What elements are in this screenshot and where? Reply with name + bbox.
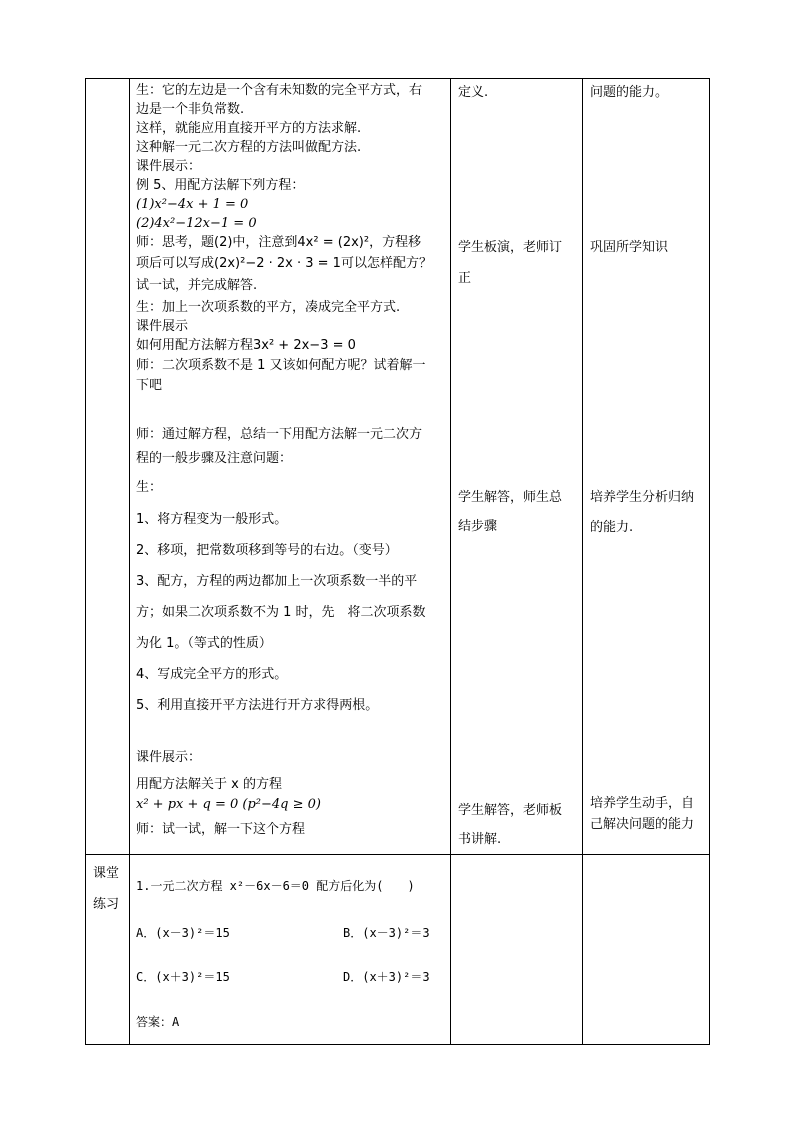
content-line: 用配方法解关于 x 的方程 bbox=[136, 777, 282, 792]
content-line: 课件展示： bbox=[136, 159, 202, 174]
content-line: 下吧 bbox=[136, 378, 163, 393]
student-activity: 正 bbox=[458, 271, 472, 286]
content-line: 师：思考，题(2)中，注意到4x² = (2x)²，方程移 bbox=[136, 235, 422, 250]
section-label: 课堂 bbox=[93, 866, 120, 881]
content-line: 项后可以写成(2x)²−2 · 2x · 3 = 1可以怎样配方？ bbox=[136, 256, 432, 271]
table-border-top bbox=[85, 78, 710, 79]
step-1: 1、将方程变为一般形式。 bbox=[136, 512, 288, 527]
step-3b: 方；如果二次项系数不为 1 时，先 将二次项系数 bbox=[136, 605, 426, 620]
step-5: 5、利用直接开平方法进行开方求得两根。 bbox=[136, 698, 379, 713]
option-d: D．(x＋3)²＝3 bbox=[343, 970, 430, 984]
design-purpose: 问题的能力。 bbox=[590, 85, 669, 100]
exercise-answer: 答案：A bbox=[136, 1015, 180, 1029]
content-line: 如何用配方法解方程3x² + 2x−3 = 0 bbox=[136, 338, 356, 353]
content-line: 这种解一元二次方程的方法叫做配方法. bbox=[136, 140, 362, 155]
table-border-right bbox=[709, 78, 710, 1044]
content-line: 师：二次项系数不是 1 又该如何配方呢？试着解一 bbox=[136, 358, 426, 373]
content-line: 生： bbox=[136, 480, 163, 495]
content-line: 师：试一试，解一下这个方程 bbox=[136, 822, 306, 837]
column-divider-1 bbox=[129, 78, 130, 1044]
content-line: 试一试，并完成解答. bbox=[136, 278, 258, 293]
option-a: A．(x－3)²＝15 bbox=[136, 926, 230, 940]
option-c: C．(x＋3)²＝15 bbox=[136, 970, 230, 984]
equation-2: (2)4x²−12x−1 = 0 bbox=[136, 216, 257, 231]
step-2: 2、移项，把常数项移到等号的右边。（变号） bbox=[136, 543, 398, 558]
content-line: 这样，就能应用直接开平方的方法求解. bbox=[136, 121, 362, 136]
equation-1: (1)x²−4x + 1 = 0 bbox=[136, 197, 249, 212]
step-3a: 3、配方，方程的两边都加上一次项系数一半的平 bbox=[136, 574, 418, 589]
step-3c: 为化 1。（等式的性质） bbox=[136, 636, 272, 651]
exercise-question: 1.一元二次方程 x²－6x－6＝0 配方后化为( ) bbox=[136, 879, 415, 893]
design-purpose: 巩固所学知识 bbox=[590, 240, 669, 255]
column-divider-2 bbox=[450, 78, 451, 1044]
student-activity: 书讲解. bbox=[458, 832, 502, 847]
content-line: 程的一般步骤及注意问题： bbox=[136, 451, 293, 466]
step-4: 4、写成完全平方的形式。 bbox=[136, 667, 288, 682]
design-purpose: 培养学生分析归纳 bbox=[590, 490, 695, 505]
content-line: 课件展示： bbox=[136, 750, 202, 765]
row-divider bbox=[85, 854, 710, 855]
content-line: 例 5、用配方法解下列方程： bbox=[136, 178, 305, 193]
design-purpose: 的能力. bbox=[590, 520, 634, 535]
content-line: 生：加上一次项系数的平方，凑成完全平方式. bbox=[136, 300, 401, 315]
student-activity: 定义. bbox=[458, 85, 489, 100]
design-purpose: 己解决问题的能力 bbox=[590, 817, 695, 832]
column-divider-3 bbox=[582, 78, 583, 1044]
student-activity: 学生解答，师生总 bbox=[458, 490, 563, 505]
content-line: 生：它的左边是一个含有未知数的完全平方式，右 bbox=[136, 83, 423, 98]
table-border-bottom bbox=[85, 1044, 710, 1045]
content-line: 边是一个非负常数. bbox=[136, 102, 245, 117]
section-label: 练习 bbox=[93, 897, 120, 912]
student-activity: 结步骤 bbox=[458, 519, 498, 534]
student-activity: 学生板演，老师订 bbox=[458, 240, 563, 255]
design-purpose: 培养学生动手，自 bbox=[590, 796, 695, 811]
table-border-left bbox=[85, 78, 86, 1044]
student-activity: 学生解答，老师板 bbox=[458, 803, 563, 818]
content-line: 师：通过解方程，总结一下用配方法解一元二次方 bbox=[136, 427, 423, 442]
content-line: 课件展示 bbox=[136, 319, 189, 334]
option-b: B．(x－3)²＝3 bbox=[343, 926, 430, 940]
equation-3: x² + px + q = 0 (p²−4q ≥ 0) bbox=[136, 797, 321, 812]
